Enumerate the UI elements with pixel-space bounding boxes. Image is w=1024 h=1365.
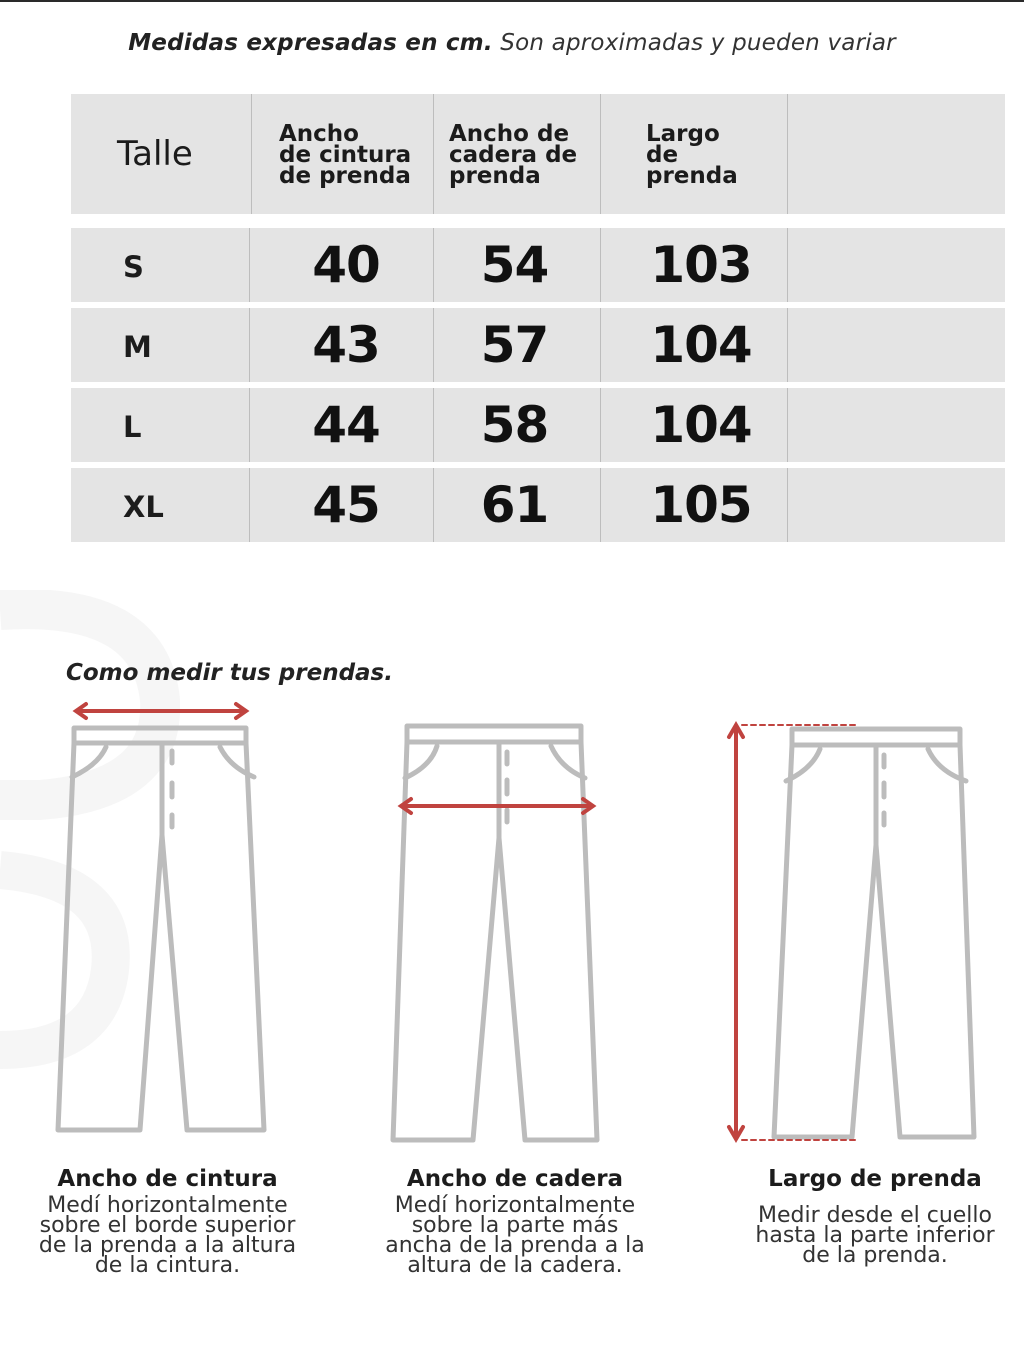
hip-value: 58 <box>480 396 549 454</box>
measurement-note-bold: Medidas expresadas en cm. <box>128 30 493 56</box>
size-label: L <box>123 410 142 444</box>
column-divider <box>787 94 788 214</box>
hip-value: 57 <box>480 316 549 374</box>
column-divider <box>600 94 601 214</box>
table-row <box>71 308 1005 382</box>
size-label: M <box>123 330 152 364</box>
caption-title: Ancho de cadera <box>406 1166 624 1192</box>
size-label: XL <box>123 490 164 524</box>
waist-value: 45 <box>312 476 380 534</box>
caption-length <box>735 1166 1015 1266</box>
caption-hip <box>355 1166 675 1276</box>
caption-waist <box>10 1166 325 1276</box>
caption-title: Largo de prenda <box>768 1166 982 1192</box>
pants-diagram-waist <box>50 695 280 1145</box>
how-to-measure-title: Como medir tus prendas. <box>66 660 393 686</box>
column-divider <box>433 94 434 214</box>
table-row <box>71 388 1005 462</box>
caption-title: Ancho de cintura <box>57 1166 278 1192</box>
header-length: Largo de prenda <box>646 120 738 189</box>
pants-diagram-hip <box>385 718 605 1148</box>
top-divider <box>0 0 1024 2</box>
column-divider <box>251 94 252 214</box>
size-table-header <box>71 94 1005 214</box>
waist-value: 43 <box>312 316 380 374</box>
measurement-note-rest: Son aproximadas y pueden variar <box>492 30 896 56</box>
table-row <box>71 228 1005 302</box>
measurement-note <box>0 30 1024 56</box>
length-value: 104 <box>650 316 752 374</box>
header-talle: Talle <box>117 134 193 174</box>
caption-description: Medí horizontalmente sobre el borde superior de la prenda a la altura de la cintura. <box>38 1193 297 1278</box>
header-hip: Ancho de cadera de prenda <box>449 120 578 189</box>
caption-description: Medí horizontalmente sobre la parte más ancha de la prenda a la altura de la cadera. <box>385 1193 645 1278</box>
length-value: 104 <box>650 396 752 454</box>
pants-diagram-length <box>722 715 982 1150</box>
caption-description: Medir desde el cuello hasta la parte inferior de la prenda. <box>755 1203 995 1268</box>
hip-value: 54 <box>480 236 549 294</box>
length-value: 103 <box>650 236 752 294</box>
header-waist: Ancho de cintura de prenda <box>279 120 412 189</box>
table-row <box>71 468 1005 542</box>
size-table <box>71 94 1005 542</box>
waist-value: 44 <box>312 396 380 454</box>
length-value: 105 <box>650 476 752 534</box>
waist-value: 40 <box>312 236 380 294</box>
size-label: S <box>123 250 144 284</box>
header-empty <box>786 94 1005 214</box>
hip-value: 61 <box>480 476 549 534</box>
